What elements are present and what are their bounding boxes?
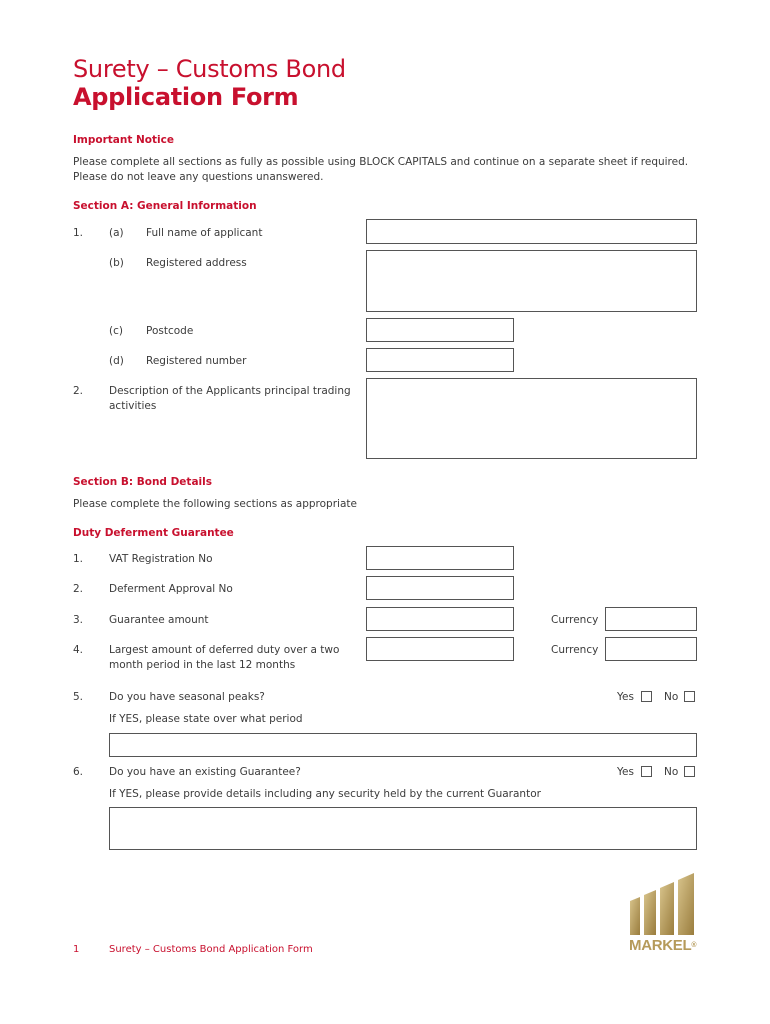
section-a-q1-number: 1. — [73, 227, 84, 239]
trading-activities-input[interactable] — [366, 378, 697, 459]
existing-guarantee-yes-checkbox[interactable] — [641, 766, 652, 777]
b-q2-number: 2. — [73, 583, 84, 595]
item-d-letter: (d) — [109, 355, 124, 367]
b-q4-number: 4. — [73, 644, 84, 656]
seasonal-peaks-yes-label: Yes — [617, 691, 634, 703]
vat-registration-input[interactable] — [366, 546, 514, 570]
seasonal-peaks-yes-checkbox[interactable] — [641, 691, 652, 702]
markel-logo-text: MARKEL — [629, 937, 692, 954]
markel-logo — [626, 873, 700, 959]
existing-guarantee-followup: If YES, please provide details including any security held by the current Guarantor — [109, 788, 541, 800]
title-line-1: Surety – Customs Bond — [73, 55, 346, 83]
deferred-duty-currency-input[interactable] — [605, 637, 697, 661]
seasonal-peaks-no-checkbox[interactable] — [684, 691, 695, 702]
footer-title: Surety – Customs Bond Application Form — [109, 944, 313, 955]
vat-registration-label: VAT Registration No — [109, 553, 213, 565]
seasonal-peaks-label: Do you have seasonal peaks? — [109, 691, 265, 703]
registered-address-label: Registered address — [146, 257, 247, 269]
title-line-2: Application Form — [73, 83, 299, 111]
registered-number-label: Registered number — [146, 355, 247, 367]
guarantee-amount-label: Guarantee amount — [109, 614, 209, 626]
trading-activities-label: Description of the Applicants principal trading activities — [109, 385, 351, 412]
registered-address-input[interactable] — [366, 250, 697, 312]
seasonal-period-input[interactable] — [109, 733, 697, 757]
guarantee-currency-label: Currency — [551, 614, 599, 626]
duty-deferment-heading: Duty Deferment Guarantee — [73, 527, 234, 539]
section-b-intro: Please complete the following sections as appropriate — [73, 498, 357, 510]
deferment-approval-label: Deferment Approval No — [109, 583, 233, 595]
b-q3-number: 3. — [73, 614, 84, 626]
postcode-label: Postcode — [146, 325, 194, 337]
guarantee-amount-input[interactable] — [366, 607, 514, 631]
full-name-input[interactable] — [366, 219, 697, 244]
deferred-duty-label: Largest amount of deferred duty over a two month period in the last 12 months — [109, 644, 340, 671]
seasonal-peaks-no-label: No — [664, 691, 679, 703]
existing-guarantee-no-label: No — [664, 766, 679, 778]
deferment-approval-input[interactable] — [366, 576, 514, 600]
page-number: 1 — [73, 944, 80, 955]
b-q6-number: 6. — [73, 766, 84, 778]
existing-guarantee-no-checkbox[interactable] — [684, 766, 695, 777]
section-a-q2-number: 2. — [73, 385, 84, 397]
registered-number-input[interactable] — [366, 348, 514, 372]
notice-heading: Important Notice — [73, 134, 174, 146]
seasonal-peaks-followup: If YES, please state over what period — [109, 713, 303, 725]
b-q5-number: 5. — [73, 691, 84, 703]
section-a-heading: Section A: General Information — [73, 200, 257, 212]
existing-guarantee-label: Do you have an existing Guarantee? — [109, 766, 301, 778]
item-c-letter: (c) — [109, 325, 123, 337]
full-name-label: Full name of applicant — [146, 227, 263, 239]
item-b-letter: (b) — [109, 257, 124, 269]
notice-line-2: Please do not leave any questions unanswered. — [73, 171, 324, 183]
existing-guarantee-yes-label: Yes — [617, 766, 634, 778]
guarantee-currency-input[interactable] — [605, 607, 697, 631]
postcode-input[interactable] — [366, 318, 514, 342]
item-a-letter: (a) — [109, 227, 124, 239]
existing-guarantee-details-input[interactable] — [109, 807, 697, 850]
deferred-duty-input[interactable] — [366, 637, 514, 661]
notice-line-1: Please complete all sections as fully as possible using BLOCK CAPITALS and continue on a separate sheet if required. — [73, 156, 689, 168]
section-b-heading: Section B: Bond Details — [73, 476, 212, 488]
markel-registered-mark: ® — [691, 942, 697, 949]
deferred-duty-currency-label: Currency — [551, 644, 599, 656]
b-q1-number: 1. — [73, 553, 84, 565]
